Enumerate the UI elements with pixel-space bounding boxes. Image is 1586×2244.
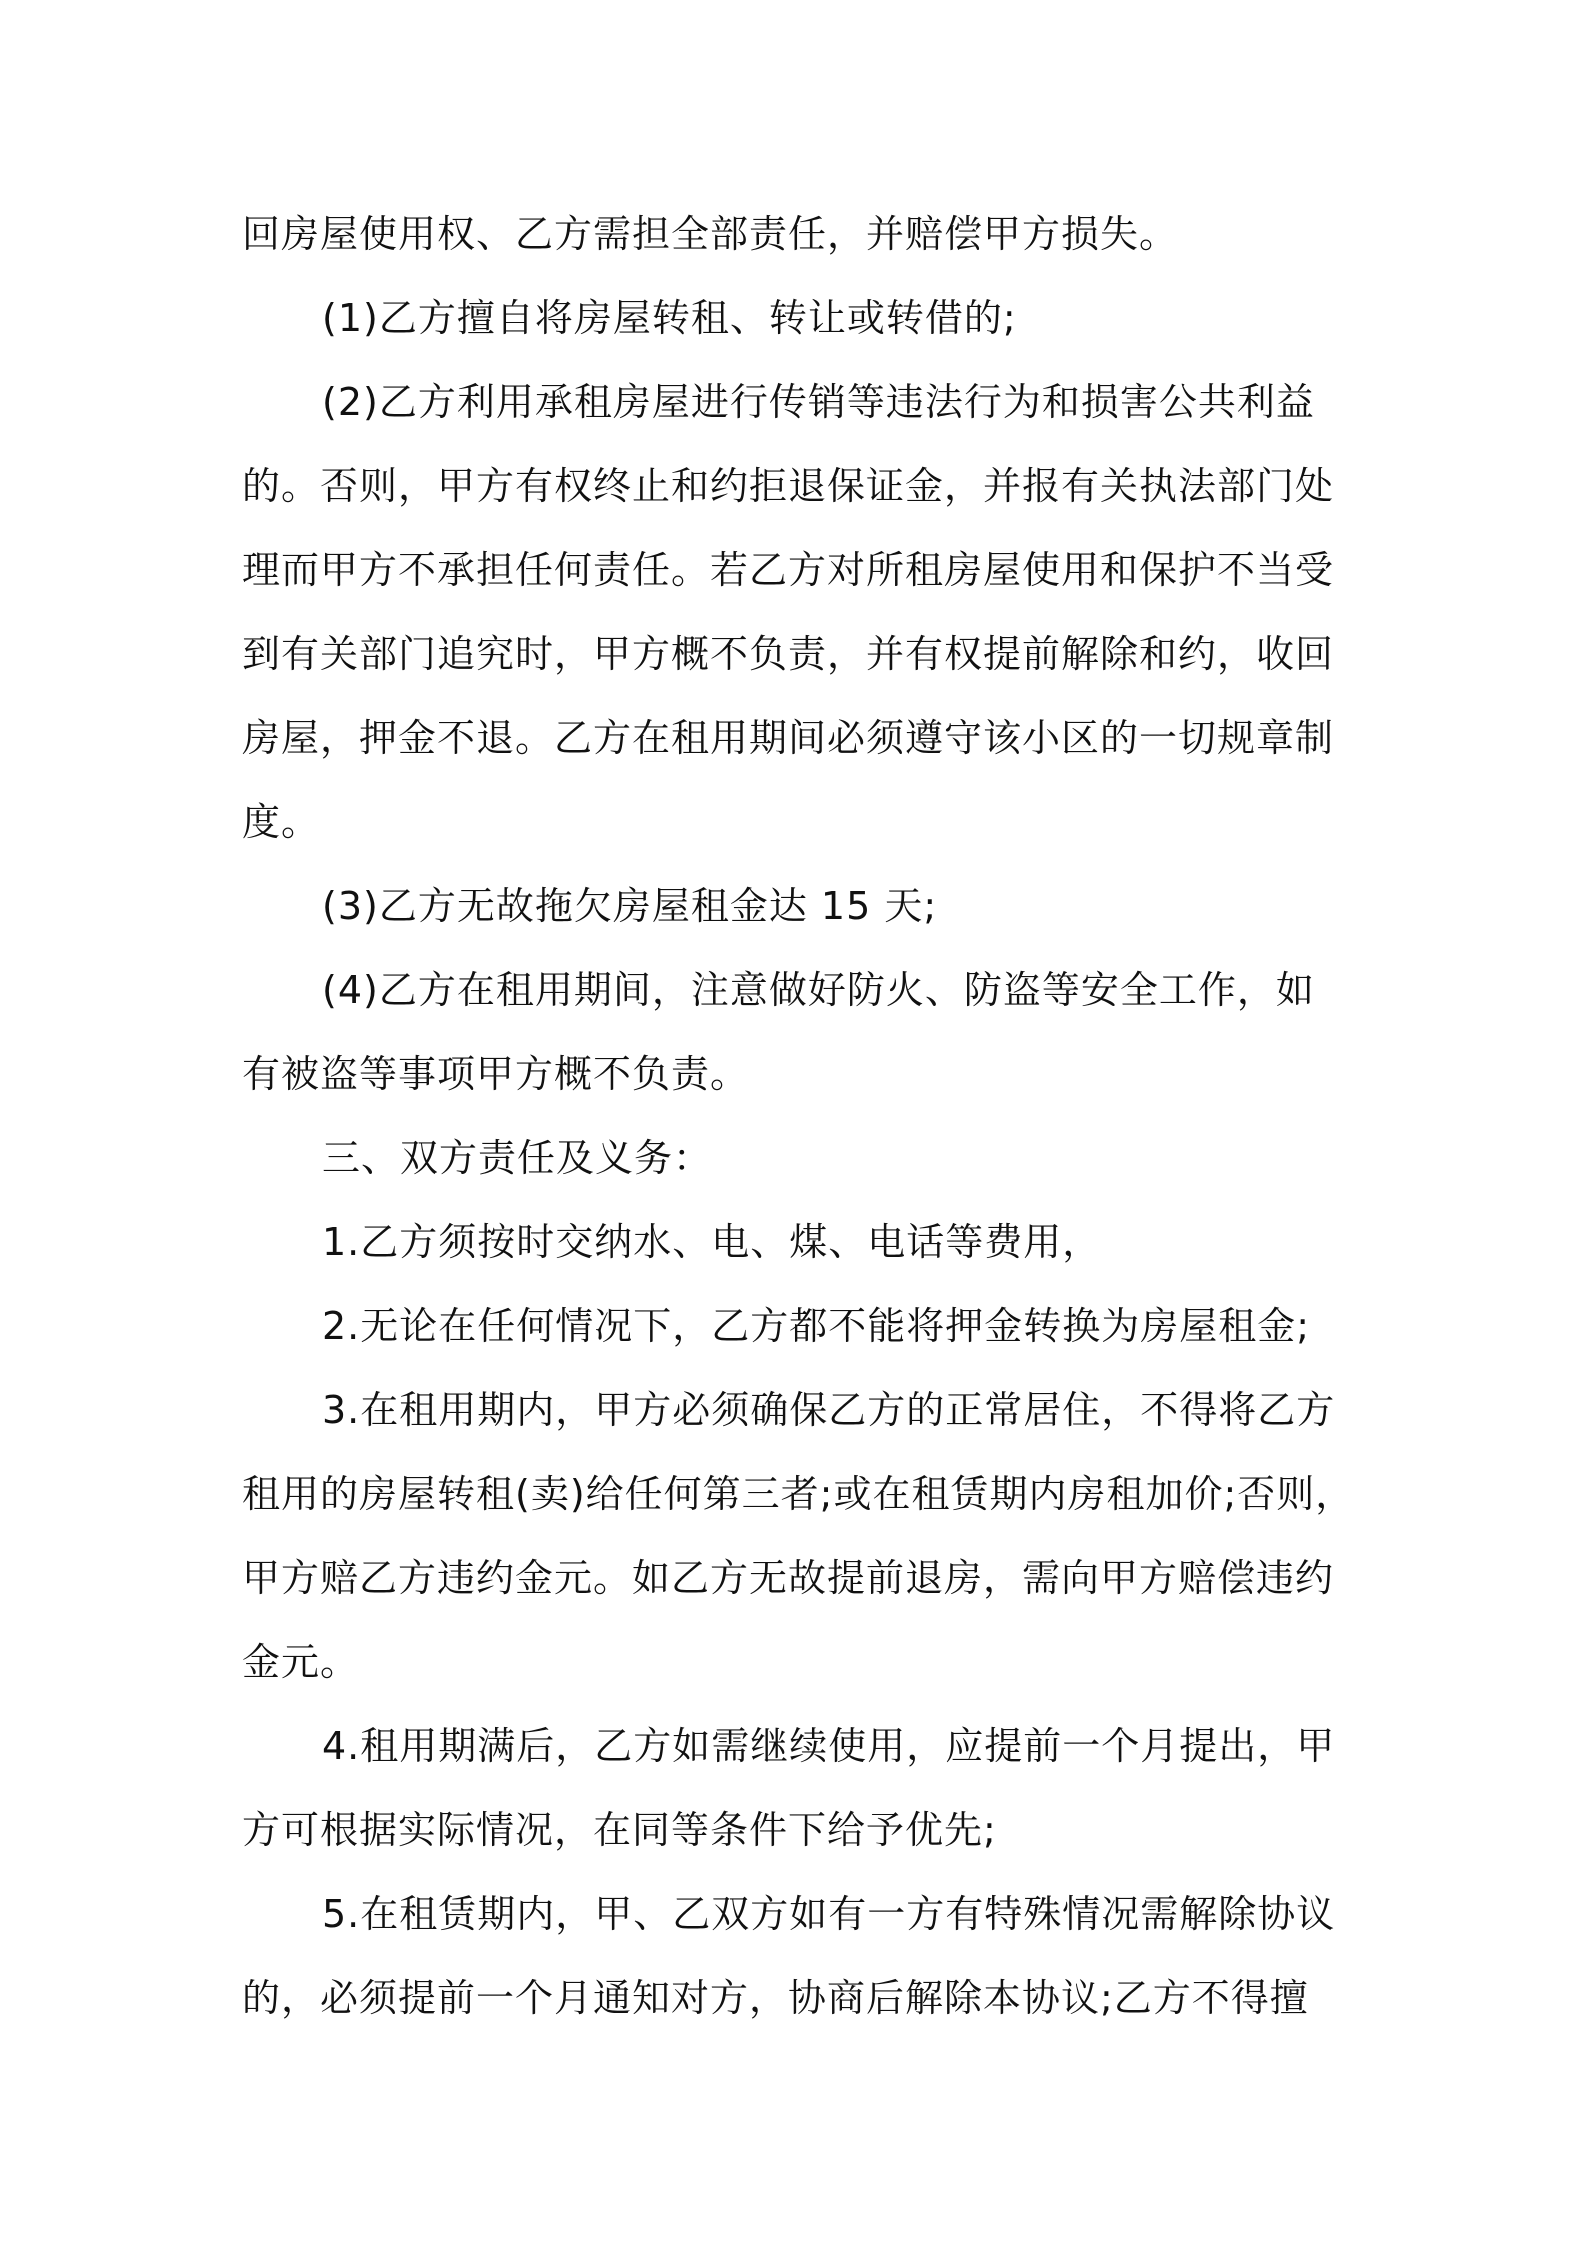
- item-3: 3.在租用期内，甲方必须确保乙方的正常居住，不得将乙方: [322, 1388, 1336, 1432]
- clause-1: (1)乙方擅自将房屋转租、转让或转借的;: [322, 296, 1017, 340]
- text-line: 金元。: [242, 1640, 360, 1684]
- text-line: 度。: [242, 800, 321, 844]
- clause-3: (3)乙方无故拖欠房屋租金达 15 天;: [322, 884, 938, 928]
- clause-2: (2)乙方利用承租房屋进行传销等违法行为和损害公共利益: [322, 380, 1315, 424]
- item-2: 2.无论在任何情况下，乙方都不能将押金转换为房屋租金;: [322, 1304, 1311, 1348]
- item-1: 1.乙方须按时交纳水、电、煤、电话等费用，: [322, 1220, 1102, 1264]
- item-5: 5.在租赁期内，甲、乙双方如有一方有特殊情况需解除协议: [322, 1892, 1336, 1936]
- text-line: 理而甲方不承担任何责任。若乙方对所租房屋使用和保护不当受: [242, 548, 1335, 592]
- text-line: 的，必须提前一个月通知对方，协商后解除本协议;乙方不得擅: [242, 1976, 1309, 2020]
- text-line: 有被盗等事项甲方概不负责。: [242, 1052, 750, 1096]
- text-line: 租用的房屋转租(卖)给任何第三者;或在租赁期内房租加价;否则，: [242, 1472, 1355, 1516]
- text-line: 房屋，押金不退。乙方在租用期间必须遵守该小区的一切规章制: [242, 716, 1335, 760]
- item-4: 4.租用期满后，乙方如需继续使用，应提前一个月提出，甲: [322, 1724, 1336, 1768]
- text-line: 到有关部门追究时，甲方概不负责，并有权提前解除和约，收回: [242, 632, 1335, 676]
- text-line: 甲方赔乙方违约金元。如乙方无故提前退房，需向甲方赔偿违约: [242, 1556, 1335, 1600]
- clause-4: (4)乙方在租用期间，注意做好防火、防盗等安全工作，如: [322, 968, 1315, 1012]
- text-line: 方可根据实际情况，在同等条件下给予优先;: [242, 1808, 997, 1852]
- section-heading: 三、双方责任及义务：: [322, 1136, 713, 1180]
- text-line: 回房屋使用权、乙方需担全部责任，并赔偿甲方损失。: [242, 212, 1179, 256]
- text-line: 的。否则，甲方有权终止和约拒退保证金，并报有关执法部门处: [242, 464, 1335, 508]
- contract-text: [242, 192, 1358, 2040]
